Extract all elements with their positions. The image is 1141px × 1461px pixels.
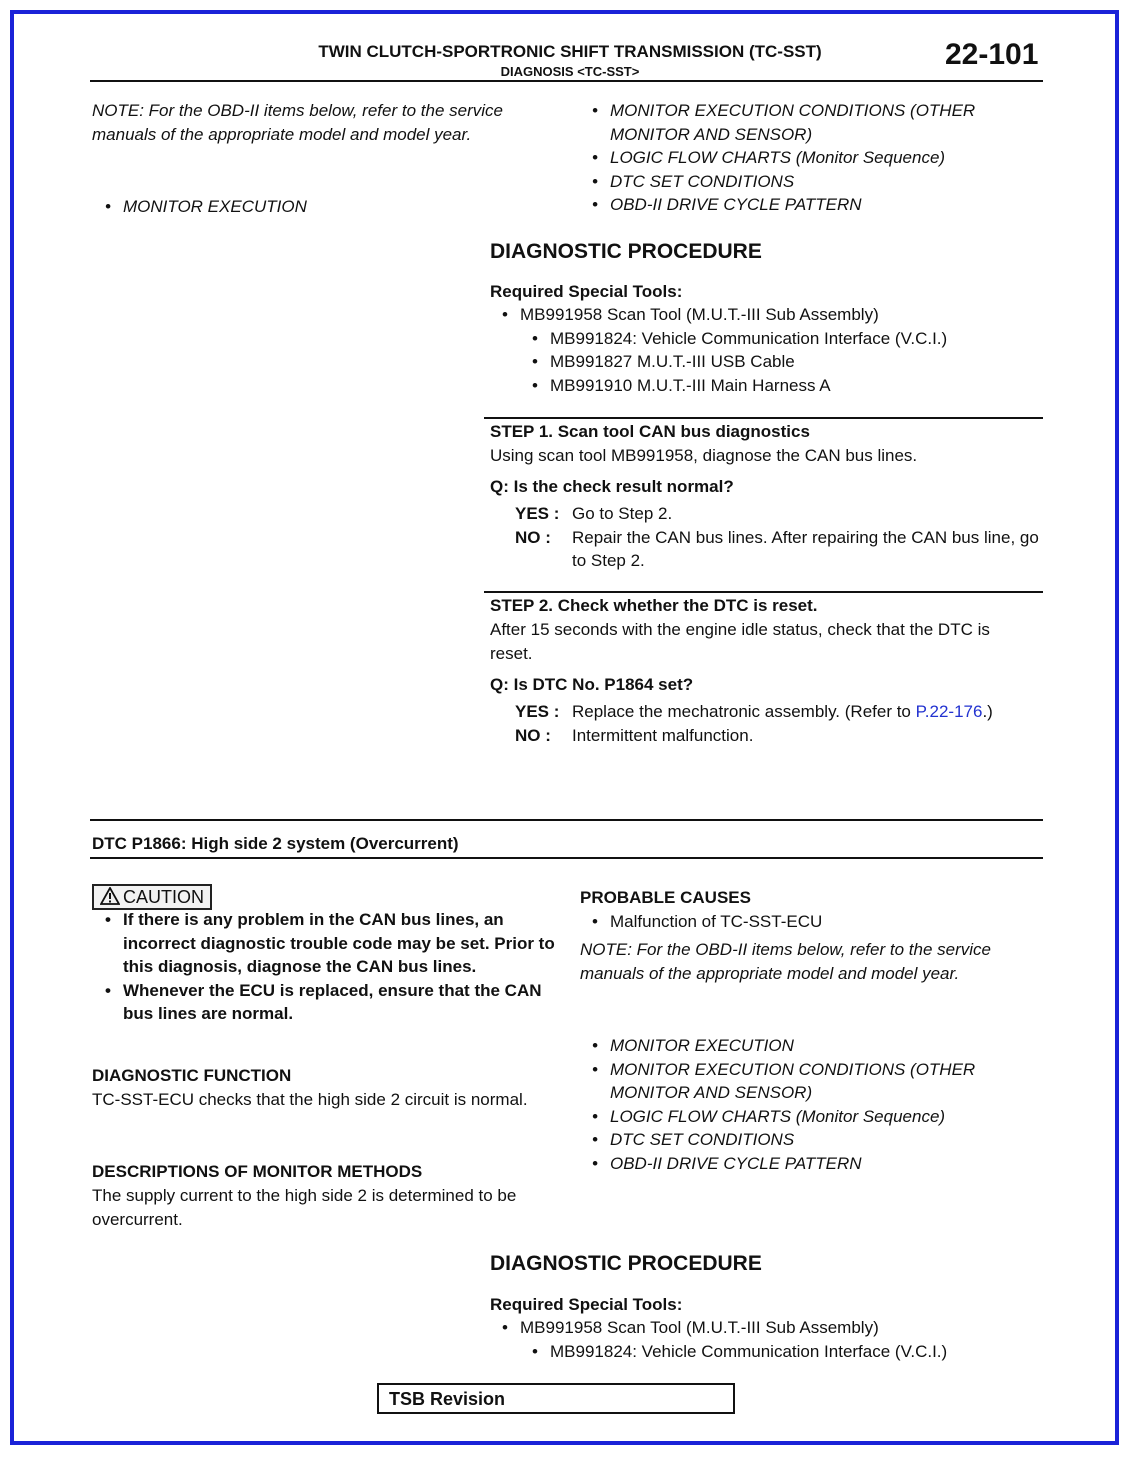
page-number: 22-101 bbox=[945, 38, 1039, 71]
procedure-heading: DIAGNOSTIC PROCEDURE bbox=[490, 240, 762, 263]
list-item: • LOGIC FLOW CHARTS (Monitor Sequence) bbox=[590, 146, 1045, 170]
page-reference-link[interactable]: P.22-176 bbox=[915, 702, 983, 721]
step-rule bbox=[484, 591, 1043, 593]
step1-title: STEP 1. Scan tool CAN bus diagnostics bbox=[490, 422, 810, 441]
dtc-title: DTC P1866: High side 2 system (Overcurrent) bbox=[92, 834, 459, 853]
step1-answers bbox=[515, 502, 1042, 573]
probable-causes-list bbox=[590, 910, 1030, 934]
list-item: • MB991827 M.U.T.-III USB Cable bbox=[530, 350, 1040, 374]
section-title: TWIN CLUTCH-SPORTRONIC SHIFT TRANSMISSION (TC-SST) bbox=[318, 42, 822, 61]
dtc-rule-top bbox=[90, 819, 1043, 821]
list-item: • MB991824: Vehicle Communication Interface (V.C.I.) bbox=[530, 1340, 1040, 1364]
step2-question: Q: Is DTC No. P1864 set? bbox=[490, 675, 694, 694]
diag-function-heading: DIAGNOSTIC FUNCTION bbox=[92, 1066, 292, 1085]
step2-body: After 15 seconds with the engine idle status, check that the DTC is reset. bbox=[490, 620, 990, 663]
monitor-methods-heading: DESCRIPTIONS OF MONITOR METHODS bbox=[92, 1162, 423, 1181]
list-item: • OBD-II DRIVE CYCLE PATTERN bbox=[590, 1152, 1045, 1176]
tools-list bbox=[500, 1316, 1040, 1363]
list-item: • MONITOR EXECUTION CONDITIONS (OTHER MONITOR AND SENSOR) bbox=[590, 1058, 1045, 1105]
step1-body: Using scan tool MB991958, diagnose the CAN bus lines. bbox=[490, 446, 918, 465]
diag-function-body: TC-SST-ECU checks that the high side 2 circuit is normal. bbox=[92, 1090, 528, 1109]
yes-tail: .) bbox=[982, 702, 993, 721]
procedure-heading: DIAGNOSTIC PROCEDURE bbox=[490, 1252, 762, 1275]
list-item: • MB991958 Scan Tool (M.U.T.-III Sub Assembly) bbox=[500, 1316, 1040, 1340]
monitor-methods-body: The supply current to the high side 2 is determined to be overcurrent. bbox=[92, 1186, 517, 1229]
section-subtitle: DIAGNOSIS <TC-SST> bbox=[500, 64, 640, 79]
list-item: • LOGIC FLOW CHARTS (Monitor Sequence) bbox=[590, 1105, 1045, 1129]
list-item: • MONITOR EXECUTION bbox=[103, 195, 503, 219]
tsb-revision-box: TSB Revision bbox=[377, 1383, 735, 1414]
step-rule bbox=[484, 417, 1043, 419]
yes-text: Go to Step 2. bbox=[572, 504, 673, 523]
list-item: • Malfunction of TC-SST-ECU bbox=[590, 910, 1030, 934]
yes-key: YES : bbox=[515, 702, 560, 721]
yes-text: Replace the mechatronic assembly. (Refer to bbox=[572, 702, 916, 721]
yes-key: YES : bbox=[515, 504, 560, 523]
list-item: • If there is any problem in the CAN bus lines, an incorrect diagnostic trouble code may be set. Prior to this diagnosis, diagnose the CAN bus lines. bbox=[103, 908, 555, 979]
list-item: • Whenever the ECU is replaced, ensure that the CAN bus lines are normal. bbox=[103, 979, 555, 1026]
obd-note: NOTE: For the OBD-II items below, refer to the service manuals of the appropriate model and model year. bbox=[92, 101, 503, 144]
obd-note: NOTE: For the OBD-II items below, refer to the service manuals of the appropriate model and model year. bbox=[580, 940, 991, 983]
step2-title: STEP 2. Check whether the DTC is reset. bbox=[490, 596, 818, 615]
warning-icon bbox=[100, 887, 120, 905]
list-item: • OBD-II DRIVE CYCLE PATTERN bbox=[590, 193, 1045, 217]
no-text: Repair the CAN bus lines. After repairing the CAN bus line, go to Step 2. bbox=[572, 527, 1039, 570]
probable-causes-heading: PROBABLE CAUSES bbox=[580, 888, 751, 907]
obd-list bbox=[590, 1034, 1045, 1175]
caution-list bbox=[103, 908, 555, 1026]
no-key: NO : bbox=[515, 725, 551, 745]
list-item: • DTC SET CONDITIONS bbox=[590, 1128, 1045, 1152]
list-item: • MB991910 M.U.T.-III Main Harness A bbox=[530, 374, 1040, 398]
no-text: Intermittent malfunction. bbox=[572, 725, 754, 745]
step1-question: Q: Is the check result normal? bbox=[490, 477, 734, 496]
tools-list bbox=[500, 303, 1040, 397]
step2-answers bbox=[515, 700, 1035, 747]
list-item: • MONITOR EXECUTION bbox=[590, 1034, 1045, 1058]
tools-label: Required Special Tools: bbox=[490, 282, 683, 301]
caution-box bbox=[92, 884, 212, 910]
no-key: NO : bbox=[515, 527, 551, 547]
list-item: • MB991958 Scan Tool (M.U.T.-III Sub Assembly) bbox=[500, 303, 1040, 327]
list-item: • MB991824: Vehicle Communication Interface (V.C.I.) bbox=[530, 327, 1040, 351]
list-item: • DTC SET CONDITIONS bbox=[590, 170, 1045, 194]
right-obd-list bbox=[590, 99, 1045, 217]
left-obd-list bbox=[103, 195, 503, 219]
tools-label: Required Special Tools: bbox=[490, 1295, 683, 1314]
header-rule bbox=[90, 80, 1043, 82]
list-item: • MONITOR EXECUTION CONDITIONS (OTHER MONITOR AND SENSOR) bbox=[590, 99, 1045, 146]
dtc-rule-bottom bbox=[90, 857, 1043, 859]
caution-label: CAUTION bbox=[123, 887, 204, 907]
